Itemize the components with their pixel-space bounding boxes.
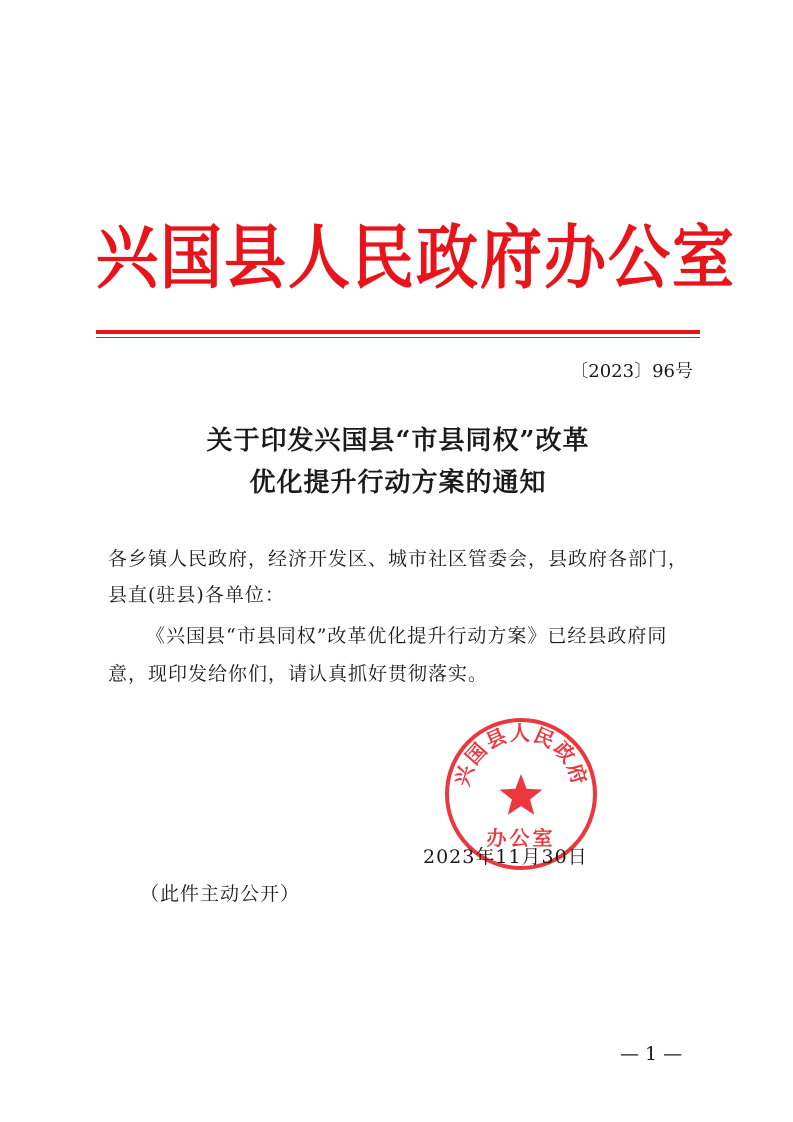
document-title (96, 420, 700, 504)
page-number: — 1 — (620, 1043, 683, 1065)
svg-text:兴国县人民政府: 兴国县人民政府 (449, 721, 593, 789)
public-disclosure-note: （此件主动公开） (140, 883, 301, 905)
masthead-rule-thick (96, 330, 700, 334)
document-number: 〔2023〕96号 (570, 361, 693, 382)
masthead-org-name: 兴国县人民政府办公室 (96, 216, 737, 299)
svg-text:办公室: 办公室 (486, 826, 556, 850)
body-paragraph-text: 《兴国县“市县同权”改革优化提升行动方案》已经县政府同意，现印发给你们，请认真抓好贯彻落实。 (108, 625, 668, 685)
masthead-rule-thin (96, 337, 700, 338)
document-title-line-2: 优化提升行动方案的通知 (249, 468, 547, 498)
body-paragraph (108, 617, 698, 693)
star-icon (500, 774, 543, 815)
issue-date: 2023年11月30日 (423, 846, 588, 868)
document-title-line-1: 关于印发兴国县“市县同权”改革 (206, 426, 590, 456)
addressee: 各乡镇人民政府，经济开发区、城市社区管委会，县政府各部门，县直(驻县)各单位： (108, 548, 689, 606)
